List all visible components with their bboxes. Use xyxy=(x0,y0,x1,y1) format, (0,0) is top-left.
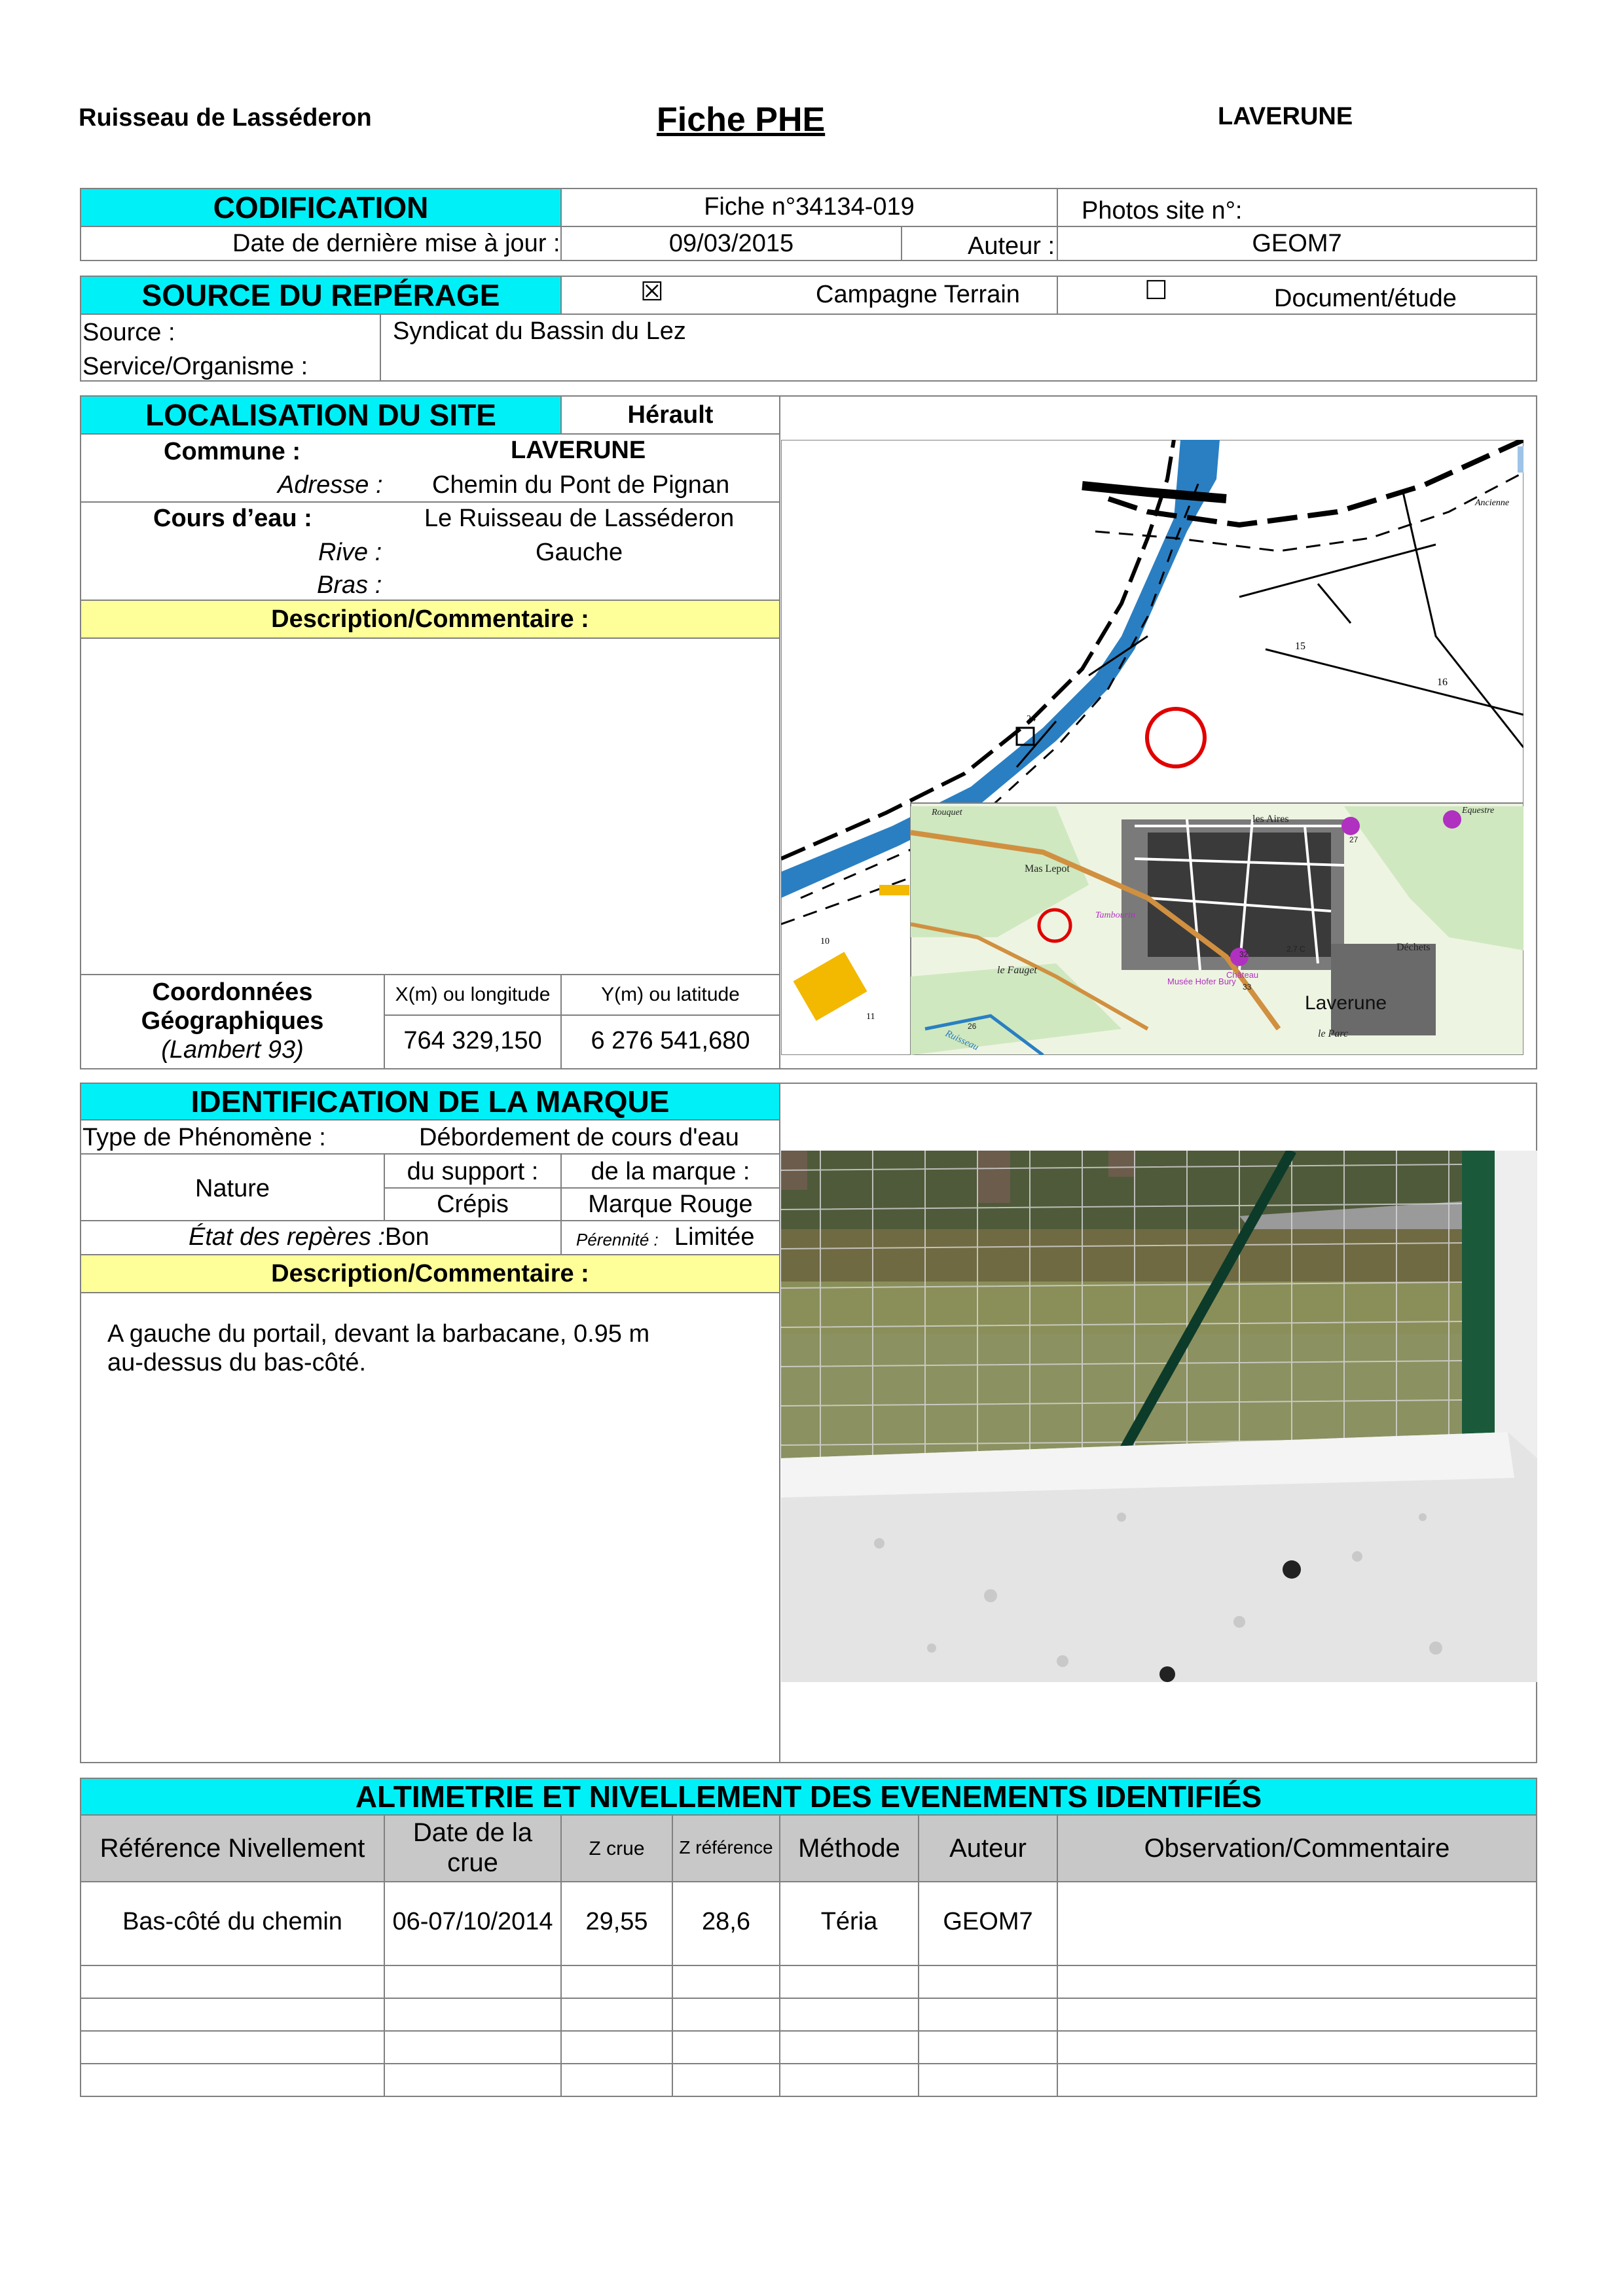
id-desc-line-2: au-dessus du bas-côté. xyxy=(107,1349,367,1376)
col-divider xyxy=(779,1965,780,2097)
commune-label: Commune : xyxy=(164,438,301,465)
col-obs-label: Observation/Commentaire xyxy=(1144,1834,1450,1863)
col-divider xyxy=(560,1965,562,2097)
row-1-methode: Téria xyxy=(820,1908,878,1935)
coords-label-3: (Lambert 93) xyxy=(161,1036,304,1064)
topo-spot-33: 33 xyxy=(1243,982,1252,992)
source-title: SOURCE DU REPÉRAGE xyxy=(141,278,500,312)
row-1-zref: 28,6 xyxy=(702,1908,750,1935)
author-label: Auteur : xyxy=(968,232,1055,260)
row-1-zcrue: 29,55 xyxy=(585,1908,648,1935)
map-label-ancienne: Ancienne xyxy=(1475,498,1510,508)
topo-label-le-fauget: le Fauget xyxy=(997,965,1037,976)
date-label: Date de dernière mise à jour : xyxy=(232,230,560,257)
localisation-title: LOCALISATION DU SITE xyxy=(145,398,496,432)
empty-row-3 xyxy=(80,1998,1537,2032)
commune-value: LAVERUNE xyxy=(511,437,646,464)
empty-row-5 xyxy=(80,2063,1537,2097)
marque-value: Marque Rouge xyxy=(588,1191,753,1218)
departement-value: Hérault xyxy=(627,401,714,429)
barbacane-hole xyxy=(1283,1560,1301,1579)
loc-desc-label: Description/Commentaire : xyxy=(271,605,589,633)
topo-label-dechets: Déchets xyxy=(1396,942,1431,953)
adresse-label: Adresse : xyxy=(278,471,383,499)
x-label: X(m) ou longitude xyxy=(395,984,551,1005)
col-divider xyxy=(384,1965,385,2097)
service-label: Service/Organisme : xyxy=(82,353,308,380)
row-1-date: 06-07/10/2014 xyxy=(392,1908,553,1935)
river-name: Ruisseau de Lasséderon xyxy=(79,104,372,132)
document-label: Document/étude xyxy=(1274,285,1457,312)
document-checkbox[interactable]: ☐ xyxy=(1144,276,1168,306)
col-divider xyxy=(672,1965,673,2097)
source-row-divider xyxy=(380,314,381,382)
parcel-number-24: 24 xyxy=(1027,714,1036,724)
topo-label-les-aires: les Aires xyxy=(1252,814,1289,825)
type-label: Type de Phénomène : xyxy=(82,1124,326,1151)
topo-label-musee: Musée Hofer Bury xyxy=(1167,977,1236,986)
topo-label-laverune: Laverune xyxy=(1305,992,1387,1014)
adresse-value: Chemin du Pont de Pignan xyxy=(432,471,730,499)
site-map xyxy=(781,440,1523,1055)
cadastre-map-image xyxy=(781,440,1523,1055)
row-1-obs-cell xyxy=(1057,1881,1537,1966)
topo-label-ruisseau: Ruisseau xyxy=(943,1028,981,1053)
photos-label: Photos site n°: xyxy=(1082,197,1243,224)
col-divider xyxy=(918,1965,919,2097)
identification-title: IDENTIFICATION DE LA MARQUE xyxy=(191,1085,670,1119)
row-1-ref: Bas-côté du chemin xyxy=(122,1908,342,1935)
rive-label: Rive : xyxy=(318,539,382,566)
perennite-value: Limitée xyxy=(674,1223,755,1251)
type-value: Débordement de cours d'eau xyxy=(419,1124,739,1151)
fiche-number: Fiche n°34134-019 xyxy=(704,193,915,221)
support-label: du support : xyxy=(407,1158,539,1185)
rive-value: Gauche xyxy=(536,539,623,566)
topo-inset xyxy=(911,803,1523,1055)
x-value: 764 329,150 xyxy=(403,1027,542,1054)
source-label: Source : xyxy=(82,319,175,346)
topo-label-tambourin: Tambourin xyxy=(1095,910,1135,920)
author-value: GEOM7 xyxy=(1252,230,1342,257)
site-photo xyxy=(781,1151,1537,1682)
topo-spot-26: 26 xyxy=(968,1022,977,1031)
source-value: Syndicat du Bassin du Lez xyxy=(393,317,686,345)
topo-spot-27: 27 xyxy=(1349,835,1359,844)
y-label: Y(m) ou latitude xyxy=(601,984,740,1005)
topo-spot-32: 32 xyxy=(1239,950,1249,959)
altimetrie-title: ALTIMETRIE ET NIVELLEMENT DES EVENEMENTS IDENTIFIÉS xyxy=(355,1780,1262,1814)
parcel-number-16: 16 xyxy=(1437,677,1448,688)
col-ref-label: Référence Nivellement xyxy=(100,1834,365,1863)
date-value: 09/03/2015 xyxy=(668,230,794,257)
cours-eau-label: Cours d’eau : xyxy=(153,505,312,532)
commune-title: LAVERUNE xyxy=(1218,103,1353,130)
id-desc-line-1: A gauche du portail, devant la barbacane, 0.95 m xyxy=(107,1320,650,1348)
nature-label: Nature xyxy=(194,1175,270,1202)
topo-label-equestre: Equestre xyxy=(1462,806,1495,816)
coords-label-2: Géographiques xyxy=(141,1007,324,1035)
y-value: 6 276 541,680 xyxy=(591,1027,750,1054)
perennite-label: Pérennité : xyxy=(576,1230,659,1249)
parcel-number-11: 11 xyxy=(866,1012,875,1022)
parcel-number-10: 10 xyxy=(820,937,830,946)
topo-label-chateau: Château xyxy=(1226,970,1259,980)
col-date-label-2: crue xyxy=(447,1848,498,1877)
col-date-label-1: Date de la xyxy=(412,1818,533,1847)
empty-row-4 xyxy=(80,2030,1537,2064)
topo-spot-2-7: 2.7 C xyxy=(1286,944,1305,954)
coords-label-1: Coordonnées xyxy=(152,978,313,1006)
col-zcrue-label: Z crue xyxy=(589,1838,645,1859)
loc-desc-body[interactable] xyxy=(80,637,780,975)
topo-label-rouquet: Rouquet xyxy=(932,808,962,817)
parcel-number-15: 15 xyxy=(1295,641,1305,652)
topo-label-mas-lepot: Mas Lepot xyxy=(1025,863,1070,874)
etat-value: Bon xyxy=(385,1223,429,1251)
site-photo-image xyxy=(781,1151,1537,1682)
campagne-checkbox[interactable]: ☒ xyxy=(640,277,664,307)
campagne-label: Campagne Terrain xyxy=(816,281,1020,308)
page-title: Fiche PHE xyxy=(657,101,826,139)
cours-eau-value: Le Ruisseau de Lasséderon xyxy=(424,505,735,532)
etat-label: État des repères : xyxy=(189,1223,385,1251)
col-methode-label: Méthode xyxy=(798,1834,900,1863)
empty-row-2 xyxy=(80,1965,1537,1999)
bras-label: Bras : xyxy=(317,571,382,599)
col-divider xyxy=(1057,1965,1058,2097)
col-zref-label: Z référence xyxy=(679,1837,773,1857)
marque-label: de la marque : xyxy=(591,1158,750,1185)
support-value: Crépis xyxy=(437,1191,509,1218)
id-desc-label: Description/Commentaire : xyxy=(271,1260,589,1287)
row-1-auteur: GEOM7 xyxy=(943,1908,1033,1935)
codification-title: CODIFICATION xyxy=(213,190,429,224)
topo-label-le-parc: le Parc xyxy=(1318,1028,1349,1039)
col-auteur-label: Auteur xyxy=(949,1834,1027,1863)
